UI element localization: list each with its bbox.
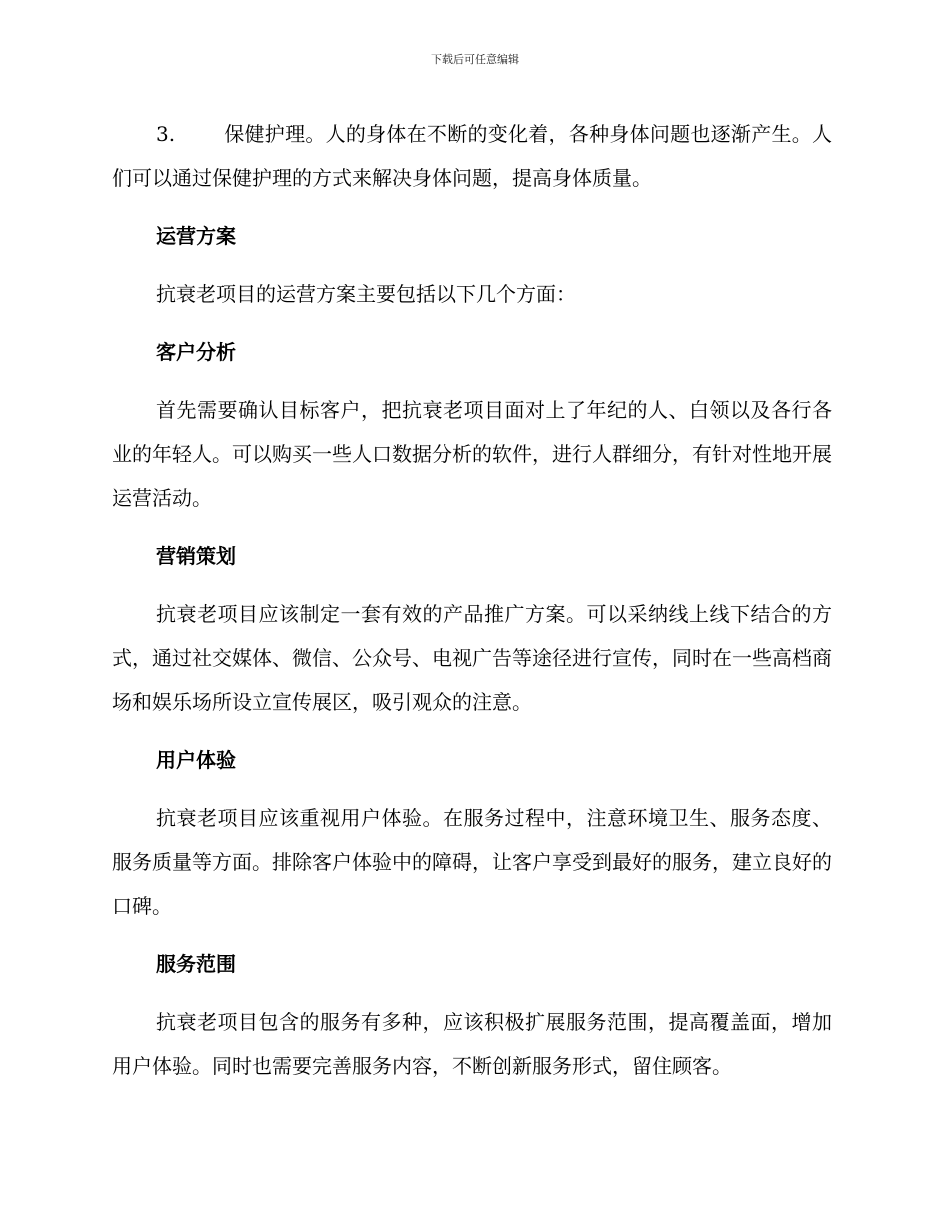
section-heading-service-scope: 服务范围 [156, 952, 236, 976]
list-number: 3. [156, 122, 176, 146]
section-paragraph-customer-analysis: 首先需要确认目标客户，把抗衰老项目面对上了年纪的人、白领以及各行各业的年轻人。可以购买一些人口数据分析的软件，进行人群细分，有针对性地开展运营活动。 [112, 398, 832, 510]
page-header: 下载后可任意编辑 [431, 53, 519, 66]
section-paragraph-service-scope: 抗衰老项目包含的服务有多种，应该积极扩展服务范围，提高覆盖面，增加用户体验。同时也需要完善服务内容，不断创新服务形式，留住顾客。 [112, 1010, 832, 1078]
section-paragraph-operations: 抗衰老项目的运营方案主要包括以下几个方面： [156, 282, 576, 306]
section-heading-operations: 运营方案 [156, 224, 236, 248]
section-heading-user-experience: 用户体验 [156, 748, 236, 772]
section-heading-customer-analysis: 客户分析 [156, 340, 236, 364]
section-heading-marketing: 营销策划 [156, 544, 236, 568]
list-item-text: 保健护理。人的身体在不断的变化着，各种身体问题也逐渐产生。人们可以通过保健护理的方式来解决身体问题，提高身体质量。 [112, 122, 832, 190]
list-item-3 [112, 112, 832, 200]
section-paragraph-marketing: 抗衰老项目应该制定一套有效的产品推广方案。可以采纳线上线下结合的方式，通过社交媒体、微信、公众号、电视广告等途径进行宣传，同时在一些高档商场和娱乐场所设立宣传展区，吸引观众的注意。 [112, 602, 832, 714]
document-body [112, 112, 832, 1088]
section-paragraph-user-experience: 抗衰老项目应该重视用户体验。在服务过程中，注意环境卫生、服务态度、服务质量等方面。排除客户体验中的障碍，让客户享受到最好的服务，建立良好的口碑。 [112, 806, 832, 918]
